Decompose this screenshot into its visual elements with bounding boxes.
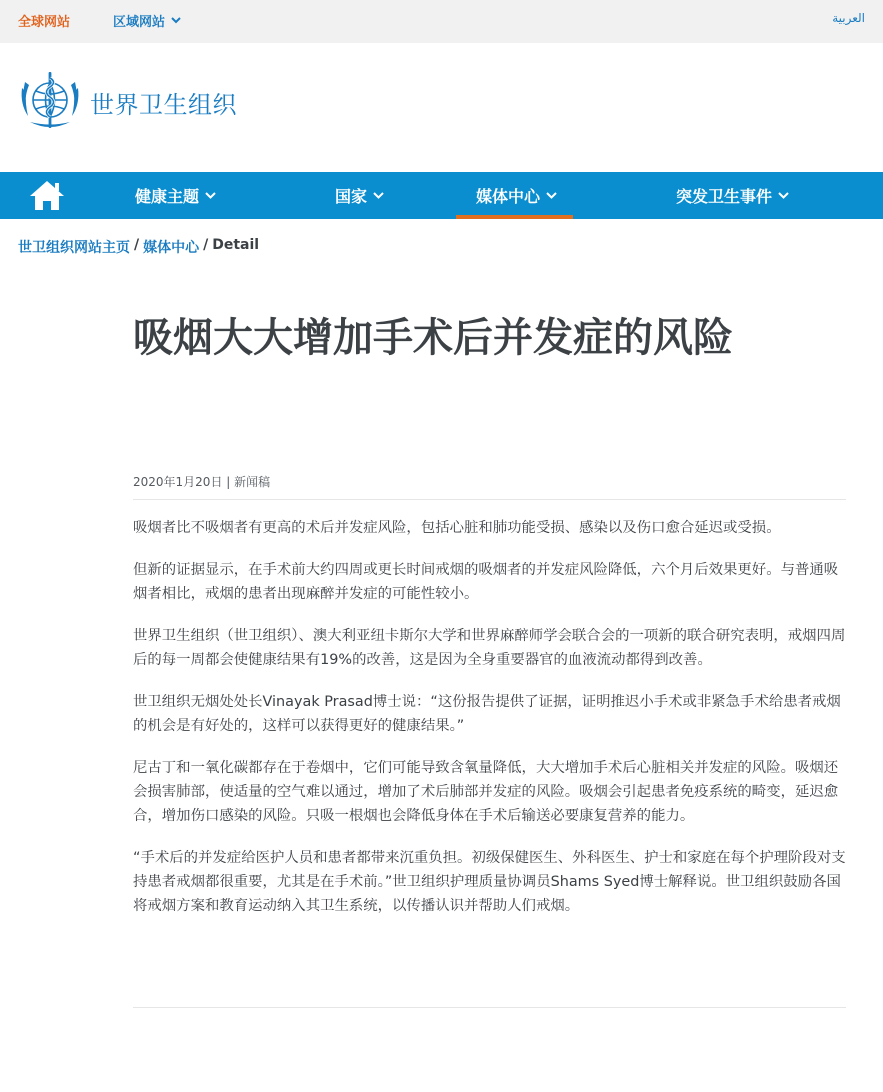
arabic-language-link[interactable]: العربية	[832, 11, 865, 25]
nav-item-emergencies[interactable]	[676, 172, 789, 219]
chevron-down-icon	[205, 192, 216, 199]
chevron-down-icon	[546, 192, 557, 199]
nav-item-countries[interactable]	[335, 172, 384, 219]
chevron-down-icon	[373, 192, 384, 199]
breadcrumb-separator: /	[203, 237, 209, 253]
breadcrumb-home-link[interactable]: 世卫组织网站主页	[18, 240, 130, 256]
article-title: 吸烟大大增加手术后并发症的风险	[133, 315, 733, 361]
top-utility-bar	[0, 0, 883, 43]
breadcrumb-current: Detail	[212, 237, 260, 253]
chevron-down-icon	[171, 17, 181, 24]
divider	[133, 1007, 846, 1008]
meta-separator: |	[226, 475, 231, 489]
nav-item-label: 突发卫生事件	[676, 187, 773, 206]
article-paragraph: 但新的证据显示，在手术前大约四周或更长时间戒烟的吸烟者的并发症风险降低，六个月后效果更好。与普通吸烟者相比，戒烟的患者出现麻醉并发症的可能性较小。	[133, 562, 839, 602]
article-paragraph: “手术后的并发症给医护人员和患者都带来沉重负担。初级保健医生、外科医生、护士和家庭在每个护理阶段对支持患者戒烟都很重要，尤其是在手术前。”世卫组织护理质量协调员Shams Syed博士解释说。世卫组织鼓励各国将戒烟方案和教育运动纳入其卫生系统，以传播认识并帮助人们戒烟。	[133, 850, 846, 914]
who-emblem-icon	[16, 70, 84, 134]
article-paragraph: 吸烟者比不吸烟者有更高的术后并发症风险，包括心脏和肺功能受损、感染以及伤口愈合延迟或受损。	[133, 520, 781, 536]
nav-item-label: 媒体中心	[476, 187, 541, 206]
divider	[133, 499, 846, 500]
article-type: 新闻稿	[234, 475, 271, 489]
main-navigation	[0, 172, 883, 219]
regional-sites-dropdown[interactable]	[113, 11, 181, 30]
who-logo-link[interactable]	[16, 70, 237, 134]
regional-sites-label: 区域网站	[113, 15, 166, 30]
breadcrumb-separator: /	[134, 237, 140, 253]
who-brand-name: 世界卫生组织	[90, 90, 237, 119]
breadcrumb	[18, 237, 259, 257]
breadcrumb-media-link[interactable]: 媒体中心	[143, 240, 200, 256]
nav-item-label: 国家	[335, 187, 368, 206]
global-sites-link[interactable]: 全球网站	[18, 15, 71, 30]
nav-item-health-topics[interactable]	[135, 172, 216, 219]
article-meta	[133, 473, 270, 490]
nav-item-label: 健康主题	[135, 187, 200, 206]
home-icon[interactable]	[28, 179, 66, 212]
nav-item-media-centre[interactable]	[476, 172, 557, 219]
chevron-down-icon	[778, 192, 789, 199]
article-paragraph: 世卫组织无烟处处长Vinayak Prasad博士说：“这份报告提供了证据，证明推迟小手术或非紧急手术给患者戒烟的机会是有好处的，这样可以获得更好的健康结果。”	[133, 694, 841, 734]
article-date: 2020年1月20日	[133, 475, 223, 489]
article-paragraph: 尼古丁和一氧化碳都存在于卷烟中，它们可能导致含氧量降低，大大增加手术后心脏相关并发症的风险。吸烟还会损害肺部，使适量的空气难以通过，增加了术后肺部并发症的风险。吸烟会引起患者免疫系统的畸变，延迟愈合，增加伤口感染的风险。只吸一根烟也会降低身体在手术后输送必要康复营养的能力。	[133, 760, 839, 824]
article-paragraph: 世界卫生组织（世卫组织）、澳大利亚纽卡斯尔大学和世界麻醉师学会联合会的一项新的联合研究表明，戒烟四周后的每一周都会使健康结果有19%的改善，这是因为全身重要器官的血液流动都得到改善。	[133, 628, 846, 668]
article-body	[133, 516, 846, 936]
